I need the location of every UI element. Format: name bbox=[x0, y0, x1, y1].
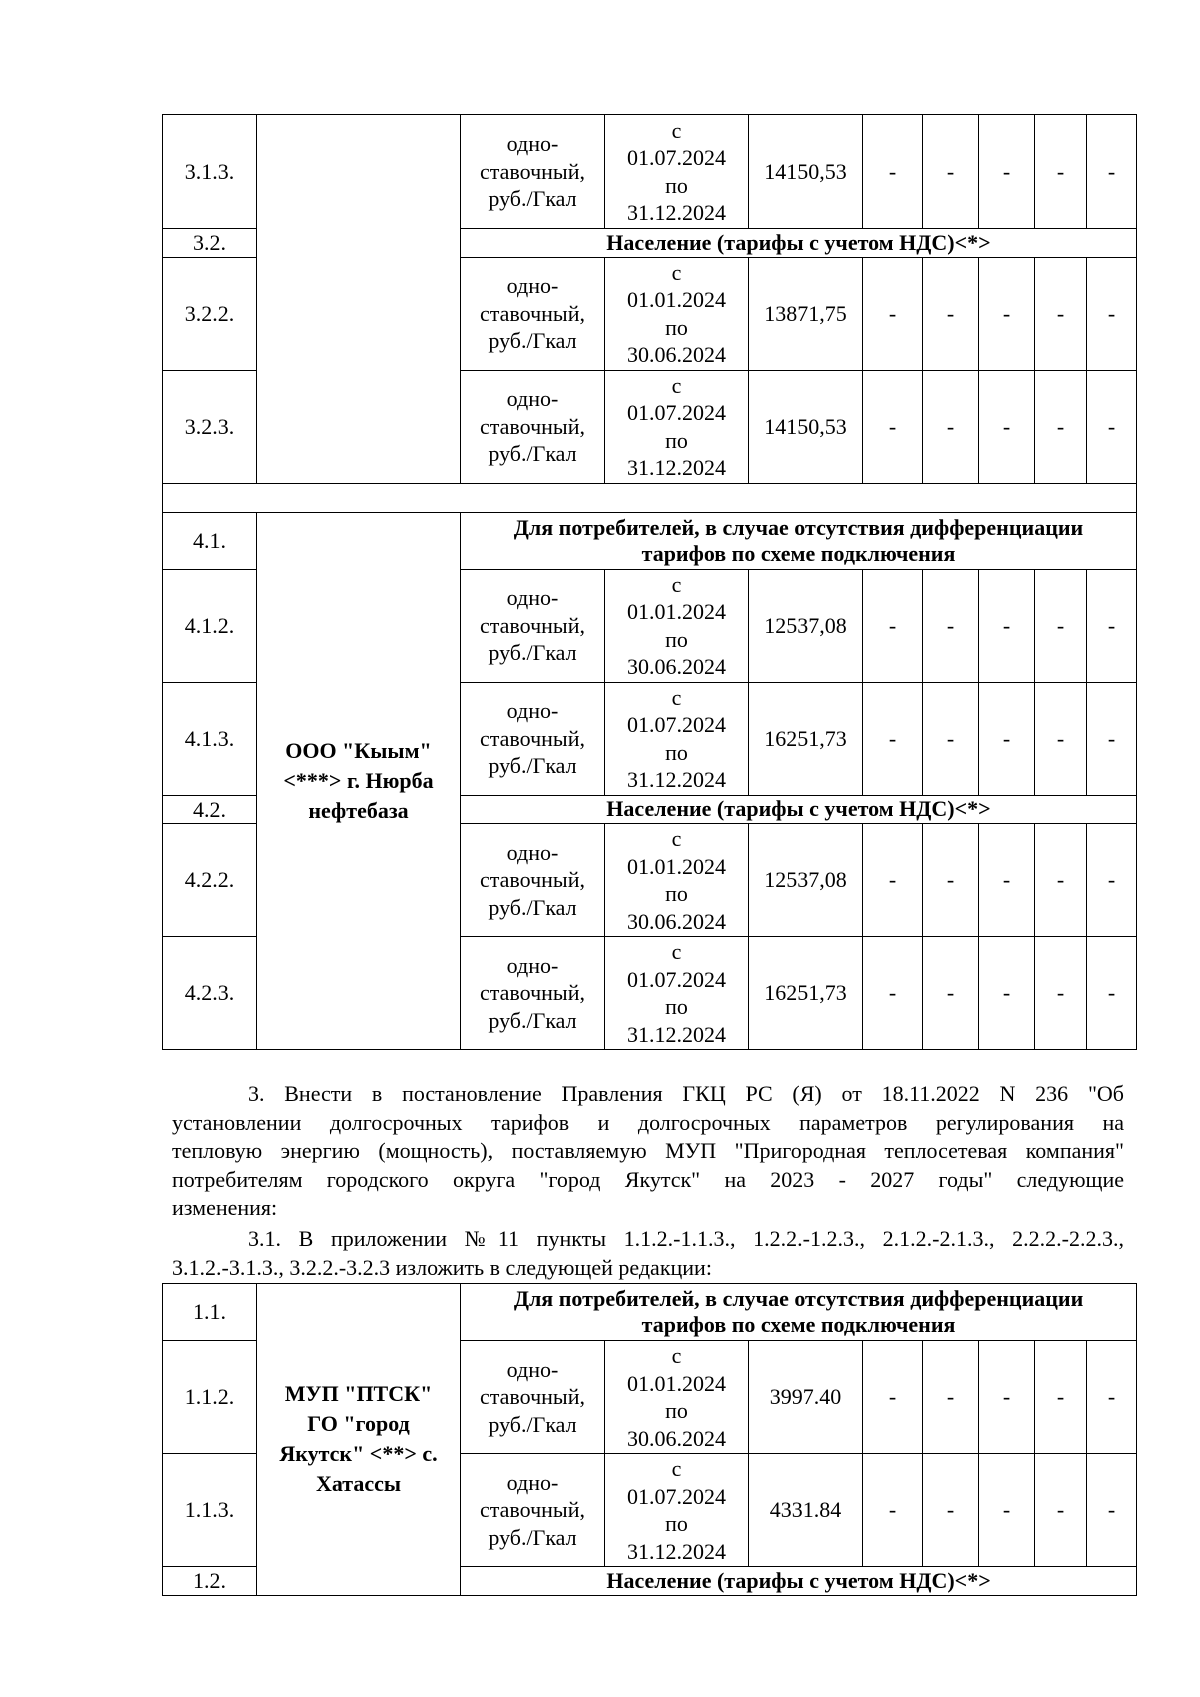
row-number: 4.2.3. bbox=[163, 937, 257, 1050]
row-number: 1.1. bbox=[163, 1284, 257, 1341]
row-number: 1.1.3. bbox=[163, 1454, 257, 1567]
tariff-type: одно- ставочный, руб./Гкал bbox=[461, 1341, 605, 1454]
dash-cell: - bbox=[979, 370, 1035, 483]
row-number: 4.2.2. bbox=[163, 824, 257, 937]
dash-cell: - bbox=[863, 1454, 923, 1567]
table-row bbox=[163, 115, 1137, 229]
dash-cell: - bbox=[923, 682, 979, 795]
dash-cell: - bbox=[1035, 1454, 1087, 1567]
row-number: 1.2. bbox=[163, 1567, 257, 1596]
row-number: 4.1.3. bbox=[163, 682, 257, 795]
row-number: 3.2.2. bbox=[163, 257, 257, 370]
dash-cell: - bbox=[1087, 115, 1137, 229]
paragraph-line: изменения: bbox=[172, 1195, 278, 1220]
row-number: 1.1.2. bbox=[163, 1341, 257, 1454]
paragraph-line: тепловую энергию (мощность), поставляемую МУП "Пригородная теплосетевая компания" bbox=[172, 1138, 1124, 1163]
section-header-row bbox=[163, 1284, 1137, 1341]
dash-cell: - bbox=[923, 1341, 979, 1454]
dash-cell: - bbox=[1087, 569, 1137, 682]
tariff-table-bottom bbox=[162, 1283, 1137, 1596]
tariff-period: с 01.07.2024 по 31.12.2024 bbox=[605, 1454, 749, 1567]
dash-cell: - bbox=[1087, 937, 1137, 1050]
tariff-type: одно- ставочный, руб./Гкал bbox=[461, 370, 605, 483]
org-cell-empty bbox=[257, 115, 461, 484]
dash-cell: - bbox=[979, 824, 1035, 937]
dash-cell: - bbox=[1035, 824, 1087, 937]
dash-cell: - bbox=[1087, 682, 1137, 795]
tariff-period: с 01.01.2024 по 30.06.2024 bbox=[605, 1341, 749, 1454]
dash-cell: - bbox=[923, 115, 979, 229]
dash-cell: - bbox=[863, 257, 923, 370]
dash-cell: - bbox=[863, 115, 923, 229]
dash-cell: - bbox=[1035, 569, 1087, 682]
tariff-period: с 01.07.2024 по 31.12.2024 bbox=[605, 115, 749, 229]
dash-cell: - bbox=[923, 257, 979, 370]
row-number: 3.2. bbox=[163, 229, 257, 258]
dash-cell: - bbox=[1035, 115, 1087, 229]
paragraph-3 bbox=[172, 1080, 1124, 1223]
dash-cell: - bbox=[1087, 257, 1137, 370]
dash-cell: - bbox=[1035, 682, 1087, 795]
dash-cell: - bbox=[979, 257, 1035, 370]
tariff-value: 13871,75 bbox=[749, 257, 863, 370]
organization-name: МУП "ПТСК" ГО "город Якутск" <**> с. Хатассы bbox=[257, 1284, 461, 1596]
tariff-type: одно- ставочный, руб./Гкал bbox=[461, 824, 605, 937]
dash-cell: - bbox=[979, 682, 1035, 795]
tariff-value: 16251,73 bbox=[749, 937, 863, 1050]
tariff-period: с 01.01.2024 по 30.06.2024 bbox=[605, 824, 749, 937]
dash-cell: - bbox=[1087, 824, 1137, 937]
dash-cell: - bbox=[979, 569, 1035, 682]
tariff-table-top bbox=[162, 114, 1137, 1050]
tariff-type: одно- ставочный, руб./Гкал bbox=[461, 1454, 605, 1567]
tariff-period: с 01.01.2024 по 30.06.2024 bbox=[605, 257, 749, 370]
tariff-type: одно- ставочный, руб./Гкал bbox=[461, 115, 605, 229]
tariff-period: с 01.07.2024 по 31.12.2024 bbox=[605, 370, 749, 483]
tariff-value: 3997.40 bbox=[749, 1341, 863, 1454]
dash-cell: - bbox=[1087, 370, 1137, 483]
section-header: Население (тарифы с учетом НДС)<*> bbox=[461, 229, 1137, 258]
paragraph-line: 3. Внести в постановление Правления ГКЦ РС (Я) от 18.11.2022 N 236 "Об bbox=[248, 1081, 1124, 1106]
section-header: Население (тарифы с учетом НДС)<*> bbox=[461, 795, 1137, 824]
dash-cell: - bbox=[863, 1341, 923, 1454]
dash-cell: - bbox=[863, 370, 923, 483]
dash-cell: - bbox=[923, 1454, 979, 1567]
empty-spacer-cell bbox=[163, 483, 1137, 512]
paragraph-line: 3.1.2.-3.1.3., 3.2.2.-3.2.3 изложить в следующей редакции: bbox=[172, 1254, 712, 1280]
tariff-value: 14150,53 bbox=[749, 115, 863, 229]
tariff-period: с 01.01.2024 по 30.06.2024 bbox=[605, 569, 749, 682]
tariff-type: одно- ставочный, руб./Гкал bbox=[461, 569, 605, 682]
dash-cell: - bbox=[1087, 1341, 1137, 1454]
section-header: Для потребителей, в случае отсутствия дифференциации тарифов по схеме подключения bbox=[461, 512, 1137, 569]
paragraph-line: потребителям городского округа "город Якутск" на 2023 - 2027 годы" следующие bbox=[172, 1166, 1124, 1192]
dash-cell: - bbox=[923, 937, 979, 1050]
paragraph-line: установлении долгосрочных тарифов и долгосрочных параметров регулирования на bbox=[172, 1109, 1124, 1135]
paragraph-3-1 bbox=[172, 1225, 1124, 1282]
tariff-period: с 01.07.2024 по 31.12.2024 bbox=[605, 937, 749, 1050]
dash-cell: - bbox=[863, 824, 923, 937]
section-header: Население (тарифы с учетом НДС)<*> bbox=[461, 1567, 1137, 1596]
dash-cell: - bbox=[979, 1341, 1035, 1454]
section-header-row bbox=[163, 512, 1137, 569]
paragraph-line: 3.1. В приложении №11 пункты 1.1.2.-1.1.3., 1.2.2.-1.2.3., 2.1.2.-2.1.3., 2.2.2.-2.2.3., bbox=[248, 1226, 1124, 1251]
dash-cell: - bbox=[1035, 257, 1087, 370]
dash-cell: - bbox=[923, 370, 979, 483]
row-number: 3.2.3. bbox=[163, 370, 257, 483]
dash-cell: - bbox=[1035, 937, 1087, 1050]
tariff-type: одно- ставочный, руб./Гкал bbox=[461, 937, 605, 1050]
dash-cell: - bbox=[863, 937, 923, 1050]
tariff-type: одно- ставочный, руб./Гкал bbox=[461, 257, 605, 370]
dash-cell: - bbox=[863, 682, 923, 795]
row-number: 4.2. bbox=[163, 795, 257, 824]
dash-cell: - bbox=[1035, 370, 1087, 483]
tariff-type: одно- ставочный, руб./Гкал bbox=[461, 682, 605, 795]
tariff-value: 4331.84 bbox=[749, 1454, 863, 1567]
tariff-value: 14150,53 bbox=[749, 370, 863, 483]
dash-cell: - bbox=[1035, 1341, 1087, 1454]
tariff-value: 12537,08 bbox=[749, 824, 863, 937]
dash-cell: - bbox=[923, 569, 979, 682]
tariff-period: с 01.07.2024 по 31.12.2024 bbox=[605, 682, 749, 795]
dash-cell: - bbox=[979, 115, 1035, 229]
dash-cell: - bbox=[979, 1454, 1035, 1567]
tariff-value: 12537,08 bbox=[749, 569, 863, 682]
row-number: 3.1.3. bbox=[163, 115, 257, 229]
tariff-value: 16251,73 bbox=[749, 682, 863, 795]
section-header: Для потребителей, в случае отсутствия дифференциации тарифов по схеме подключения bbox=[461, 1284, 1137, 1341]
row-number: 4.1. bbox=[163, 512, 257, 569]
dash-cell: - bbox=[979, 937, 1035, 1050]
organization-name: ООО "Кыым" <***> г. Нюрба нефтебаза bbox=[257, 512, 461, 1050]
dash-cell: - bbox=[923, 824, 979, 937]
dash-cell: - bbox=[863, 569, 923, 682]
row-number: 4.1.2. bbox=[163, 569, 257, 682]
dash-cell: - bbox=[1087, 1454, 1137, 1567]
spacer-row bbox=[163, 483, 1137, 512]
